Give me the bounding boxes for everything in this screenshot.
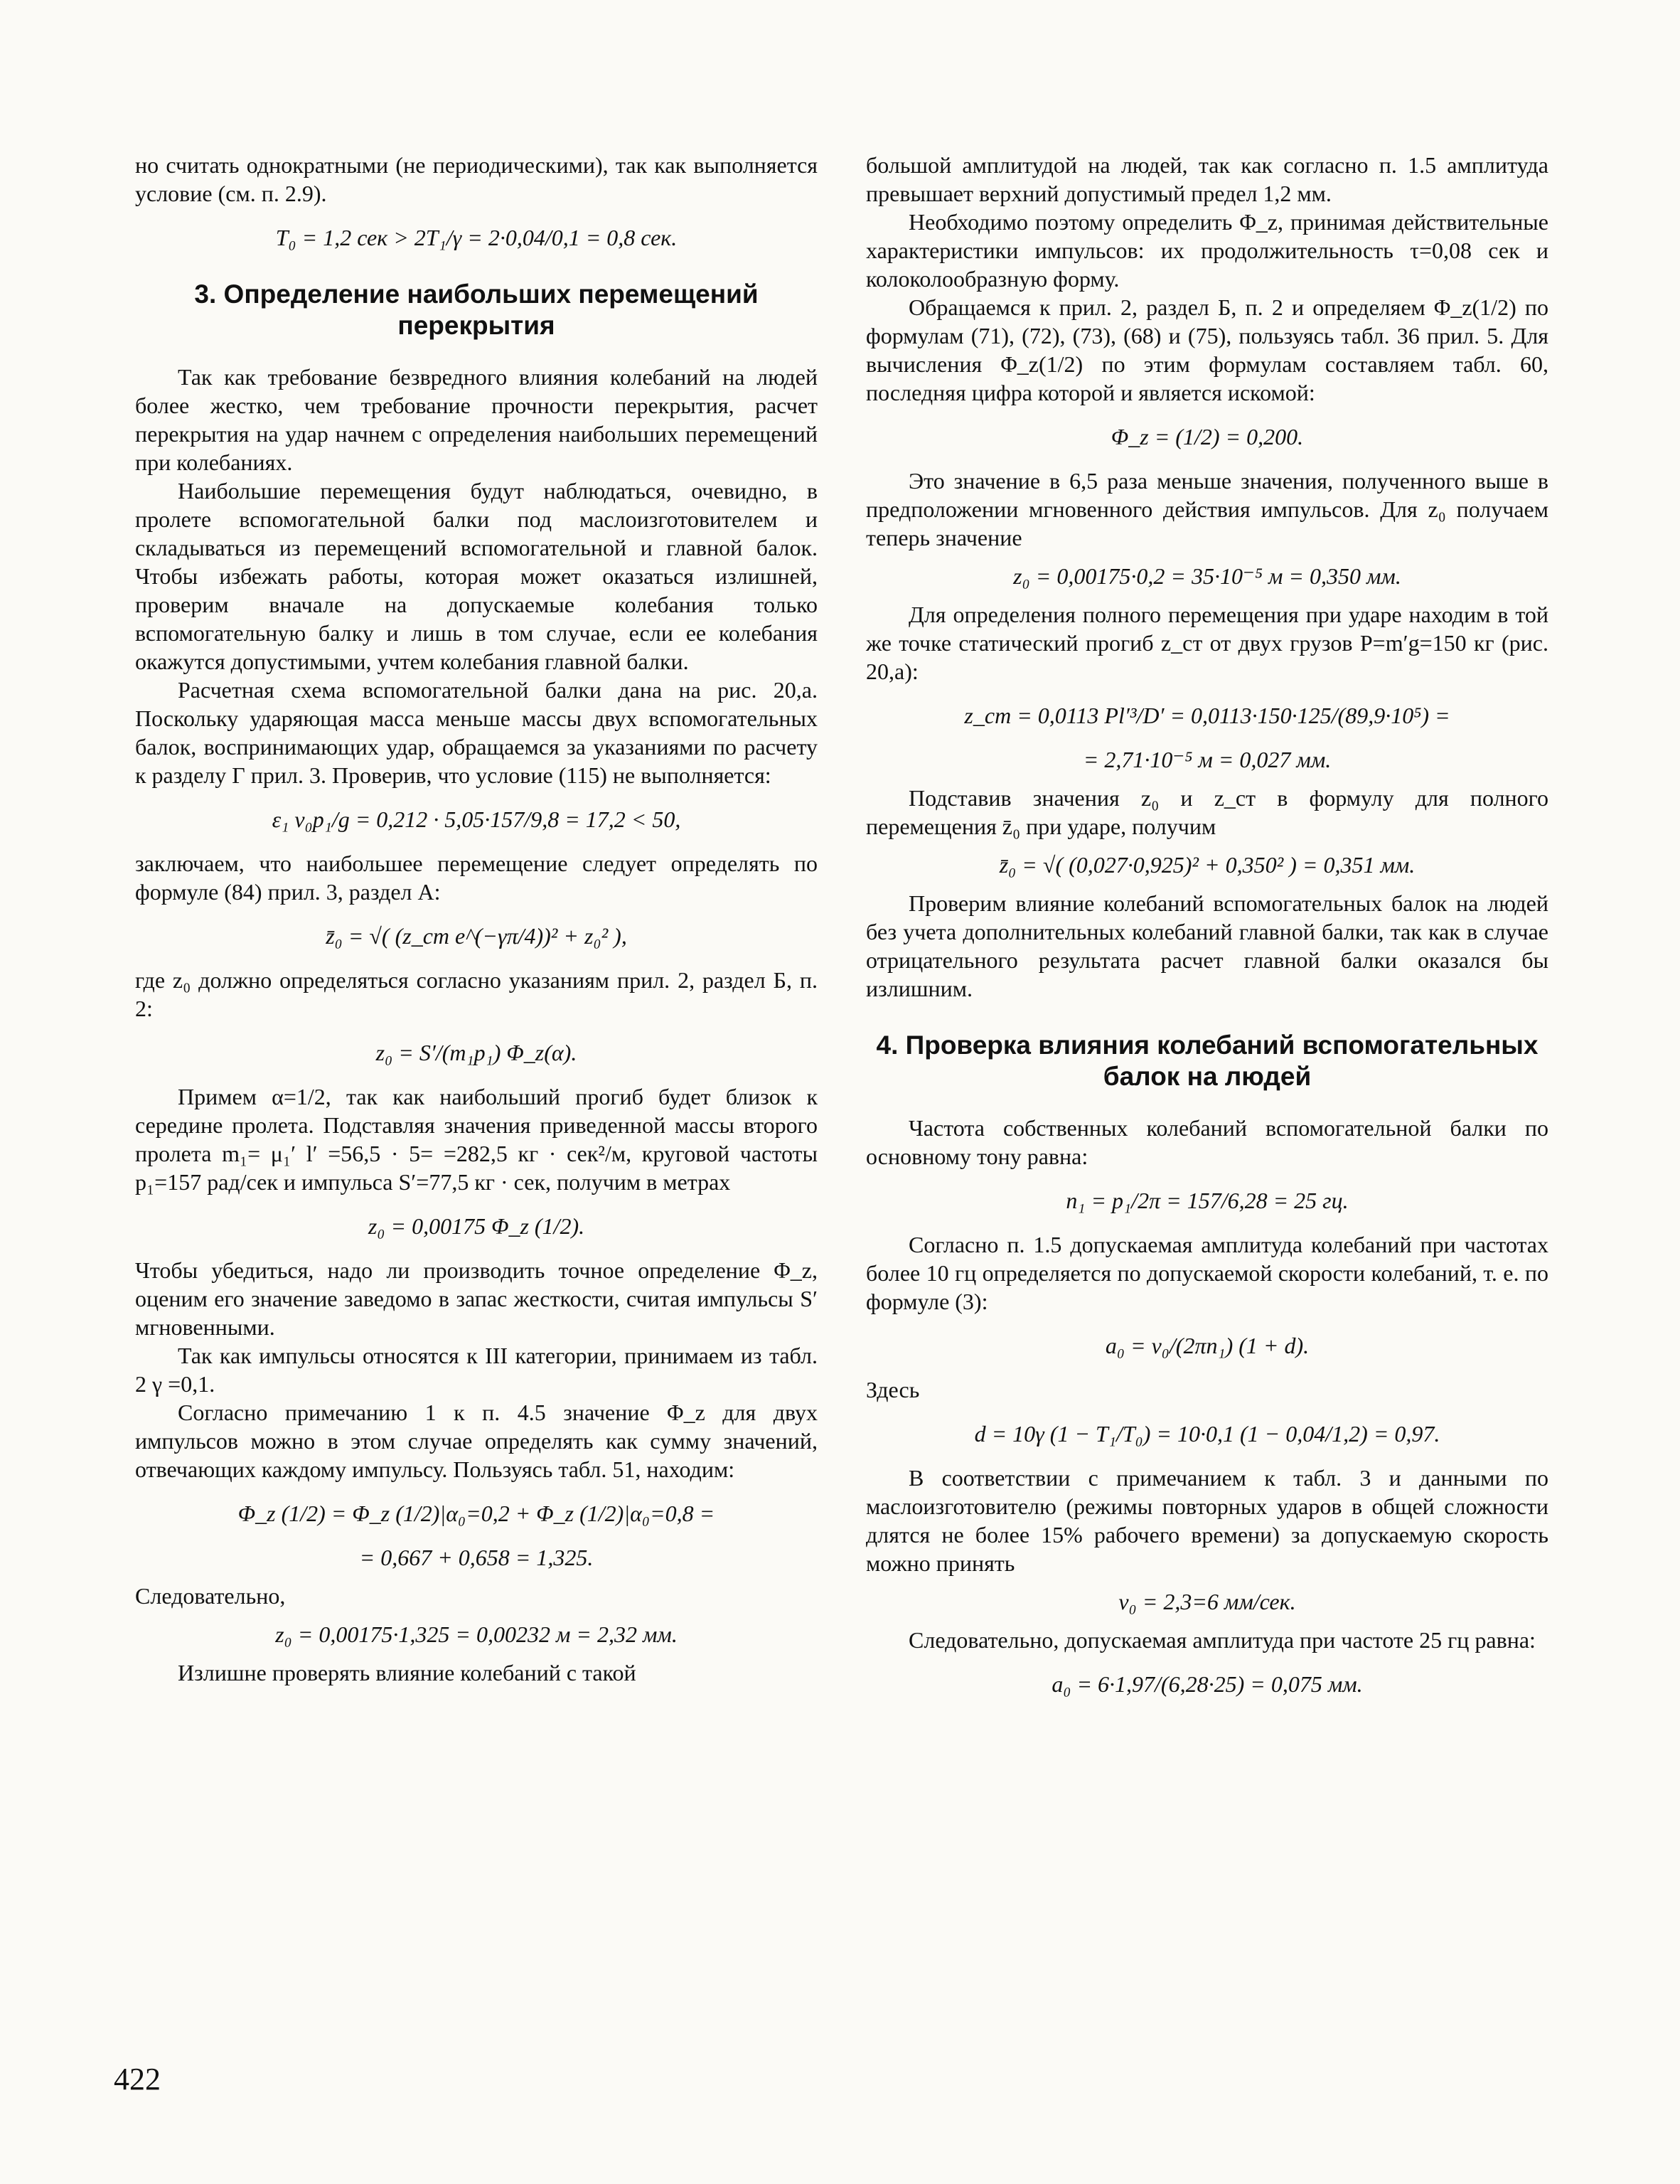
paragraph: большой амплитудой на людей, так как согласно п. 1.5 амплитуда превышает верхний допустимый предел 1,2 мм. (866, 152, 1548, 206)
paragraph: Частота собственных колебаний вспомогательной балки по основному тону равна: (866, 1115, 1548, 1169)
equation-condition: ε₁ v₀p₁/g = 0,212 · 5,05·157/9,8 = 17,2 < 50, (272, 806, 681, 832)
equation-phi: Φ_z = (1/2) = 0,200. (1111, 424, 1304, 449)
paragraph: Следовательно, (135, 1583, 286, 1609)
paragraph: Это значение в 6,5 раза меньше значения, полученного выше в предположении мгновенного действия импульсов. Для z₀ получаем теперь значение (866, 468, 1548, 550)
paragraph: где z₀ должно определяться согласно указаниям прил. 2, раздел Б, п. 2: (135, 967, 818, 1021)
paragraph: Подставив значения z₀ и z_ст в формулу для полного перемещения z̄₀ при ударе, получим (866, 785, 1548, 839)
equation-a0: a₀ = v₀/(2πn₁) (1 + d). (1105, 1333, 1310, 1358)
paragraph: Здесь (866, 1377, 920, 1402)
paragraph: Чтобы убедиться, надо ли производить точное определение Φ_z, оценим его значение заведомо в запас жесткости, считая импульсы S′ мгновенными. (135, 1257, 818, 1340)
section-heading-3: 3. Определение наибольших перемещений перекрытия (194, 279, 759, 340)
equation-v0: v₀ = 2,3=6 мм/сек. (1118, 1589, 1296, 1614)
paragraph: Наибольшие перемещения будут наблюдаться, очевидно, в пролете вспомогательной балки под маслоизготовителем и складываться из перемещений вспомогательной и главной балок. Чтобы избежать работы, которая может оказаться излишней, проверим вначале на допускаемые колебания только вспомогательную балку и лишь в том случае, если ее колебания окажутся допустимыми, учтем колебания главной балки. (135, 478, 818, 674)
paragraph: Согласно п. 1.5 допускаемая амплитуда колебаний при частотах более 10 гц определяется по допускаемой скорости колебаний, т. е. по формуле (3): (866, 1232, 1548, 1314)
paragraph: Примем α=1/2, так как наибольший прогиб будет близок к середине пролета. Подставляя значения приведенной массы второго пролета m₁= μ₁′ l′ =56,5 · 5= =282,5 кг · сек²/м, круговой частоты p₁=157 рад/сек и импульса S′=77,5 кг · сек, получим в метрах (135, 1084, 818, 1195)
equation-phi-sum: Φ_z (1/2) = Φ_z (1/2)|α₀=0,2 + Φ_z (1/2)|α₀=0,8 = (237, 1501, 715, 1526)
paragraph: Согласно примечанию 1 к п. 4.5 значение Φ_z для двух импульсов можно в этом случае определять как сумму значений, отвечающих каждому импульсу. Пользуясь табл. 51, находим: (135, 1400, 818, 1482)
paragraph: Так как требование безвредного влияния колебаний на людей более жестко, чем требование прочности перекрытия, расчет перекрытия на удар начнем с определения наибольших перемещений при колебаниях. (135, 364, 818, 475)
equation-n1: n₁ = p₁/2π = 157/6,28 = 25 гц. (1066, 1188, 1349, 1213)
equation-z0: z₀ = S′/(m₁p₁) Φ_z(α). (375, 1040, 577, 1065)
left-column (135, 151, 818, 1687)
equation-d: d = 10γ (1 − T₁/T₀) = 10·0,1 (1 − 0,04/1,2) = 0,97. (974, 1421, 1440, 1447)
paragraph: Так как импульсы относятся к III категории, принимаем из табл. 2 γ =0,1. (135, 1343, 818, 1397)
equation-z0-numeric: z₀ = 0,00175 Φ_z (1/2). (368, 1213, 585, 1239)
equation-zst: z_ст = 0,0113 Pl′³/D′ = 0,0113·150·125/(89,9·10⁵) = (964, 703, 1450, 728)
equation-phi-value: = 0,667 + 0,658 = 1,325. (359, 1545, 594, 1570)
right-column (866, 151, 1548, 1714)
equation-zbar: z̄₀ = √( (z_ст e^(−γπ/4))² + z₀² ), (326, 923, 627, 949)
paragraph: заключаем, что наибольшее перемещение следует определять по формуле (84) прил. 3, раздел А: (135, 851, 818, 905)
equation-z0-result: z₀ = 0,00175·1,325 = 0,00232 м = 2,32 мм. (275, 1621, 678, 1647)
equation-z0: z₀ = 0,00175·0,2 = 35·10⁻⁵ м = 0,350 мм. (1013, 563, 1401, 589)
paragraph: Для определения полного перемещения при ударе находим в той же точке статический прогиб z_ст от двух грузов P=m′g=150 кг (рис. 20,а): (866, 602, 1548, 684)
paragraph: Следовательно, допускаемая амплитуда при частоте 25 гц равна: (909, 1627, 1536, 1653)
paragraph: Расчетная схема вспомогательной балки дана на рис. 20,а. Поскольку ударяющая масса меньше массы двух вспомогательных балок, воспринимающих удар, обращаемся за указаниями по расчету к разделу Г прил. 3. Проверив, что условие (115) не выполняется: (135, 677, 818, 788)
paragraph: но считать однократными (не периодическими), так как выполняется условие (см. п. 2.9). (135, 152, 818, 206)
equation-a0-numeric: a₀ = 6·1,97/(6,28·25) = 0,075 мм. (1052, 1671, 1363, 1697)
page-number: 422 (114, 2062, 161, 2097)
paragraph: Излишне проверять влияние колебаний с такой (178, 1660, 636, 1685)
paragraph: Необходимо поэтому определить Φ_z, принимая действительные характеристики импульсов: их продолжительность τ=0,08 сек и колоколообразную форму. (866, 209, 1548, 292)
paragraph: Обращаемся к прил. 2, раздел Б, п. 2 и определяем Φ_z(1/2) по формулам (71), (72), (73), (68) и (75), пользуясь табл. 36 прил. 5. Для вычисления Φ_z(1/2) по этим формулам составляем табл. 60, последняя цифра которой и является искомой: (866, 294, 1548, 405)
paragraph: Проверим влияние колебаний вспомогательных балок на людей без учета дополнительных колебаний главной балки, так как в случае отрицательного результата расчет главной балки оказался бы излишним. (866, 890, 1548, 1001)
equation-T0: T₀ = 1,2 сек > 2T₁/γ = 2·0,04/0,1 = 0,8 сек. (275, 225, 678, 250)
equation-zbar-result: z̄₀ = √( (0,027·0,925)² + 0,350² ) = 0,351 мм. (999, 852, 1416, 878)
paragraph: В соответствии с примечанием к табл. 3 и данными по маслоизготовителю (режимы повторных ударов в общей сложности длятся не более 15% рабочего времени) за допускаемую скорость можно принять (866, 1465, 1548, 1576)
section-heading-4: 4. Проверка влияния колебаний вспомогательных балок на людей (876, 1030, 1539, 1091)
equation-zst-result: = 2,71·10⁻⁵ м = 0,027 мм. (1083, 747, 1332, 772)
